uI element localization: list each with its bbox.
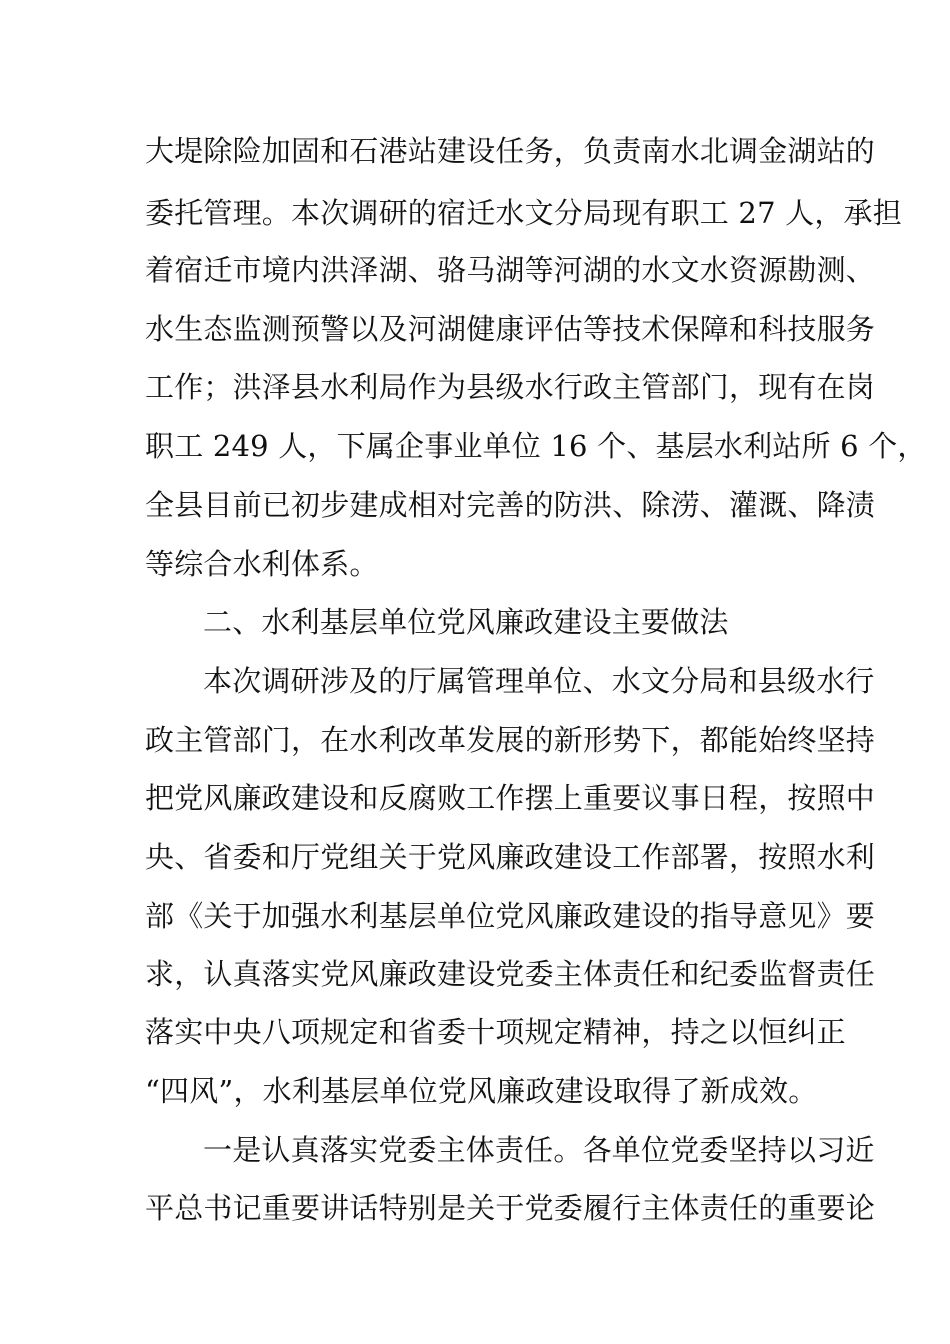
paragraph-line: 一是认真落实党委主体责任。各单位党委坚持以习近 (203, 1133, 875, 1167)
paragraph-line: “四风”，水利基层单位党风廉政建设取得了新成效。 (145, 1074, 818, 1108)
paragraph-line: 全县目前已初步建成相对完善的防洪、除涝、灌溉、降渍 (145, 488, 876, 522)
paragraph-line: 大堤除险加固和石港站建设任务，负责南水北调金湖站的 (145, 134, 876, 168)
paragraph-line: 水生态监测预警以及河湖健康评估等技术保障和科技服务 (145, 312, 876, 346)
paragraph-line: 本次调研涉及的厅属管理单位、水文分局和县级水行 (203, 664, 875, 698)
paragraph-line: 职工 249 人，下属企事业单位 16 个、基层水利站所 6 个， (145, 429, 927, 463)
paragraph-line: 着宿迁市境内洪泽湖、骆马湖等河湖的水文水资源勘测、 (145, 253, 876, 287)
paragraph-line: 平总书记重要讲话特别是关于党委履行主体责任的重要论 (145, 1191, 876, 1225)
paragraph-line: 落实中央八项规定和省委十项规定精神，持之以恒纠正 (145, 1015, 846, 1049)
paragraph-line: 委托管理。本次调研的宿迁水文分局现有职工 27 人，承担 (145, 196, 902, 230)
paragraph-line: 求，认真落实党风廉政建设党委主体责任和纪委监督责任 (145, 957, 876, 991)
section-heading: 二、水利基层单位党风廉政建设主要做法 (203, 605, 729, 639)
paragraph-line: 工作；洪泽县水利局作为县级水行政主管部门，现有在岗 (145, 370, 876, 404)
paragraph-line: 部《关于加强水利基层单位党风廉政建设的指导意见》要 (145, 899, 876, 933)
paragraph-line: 把党风廉政建设和反腐败工作摆上重要议事日程，按照中 (145, 781, 876, 815)
paragraph-line: 等综合水利体系。 (145, 547, 379, 581)
paragraph-line: 政主管部门，在水利改革发展的新形势下，都能始终坚持 (145, 723, 876, 757)
paragraph-line: 央、省委和厅党组关于党风廉政建设工作部署，按照水利 (145, 840, 876, 874)
